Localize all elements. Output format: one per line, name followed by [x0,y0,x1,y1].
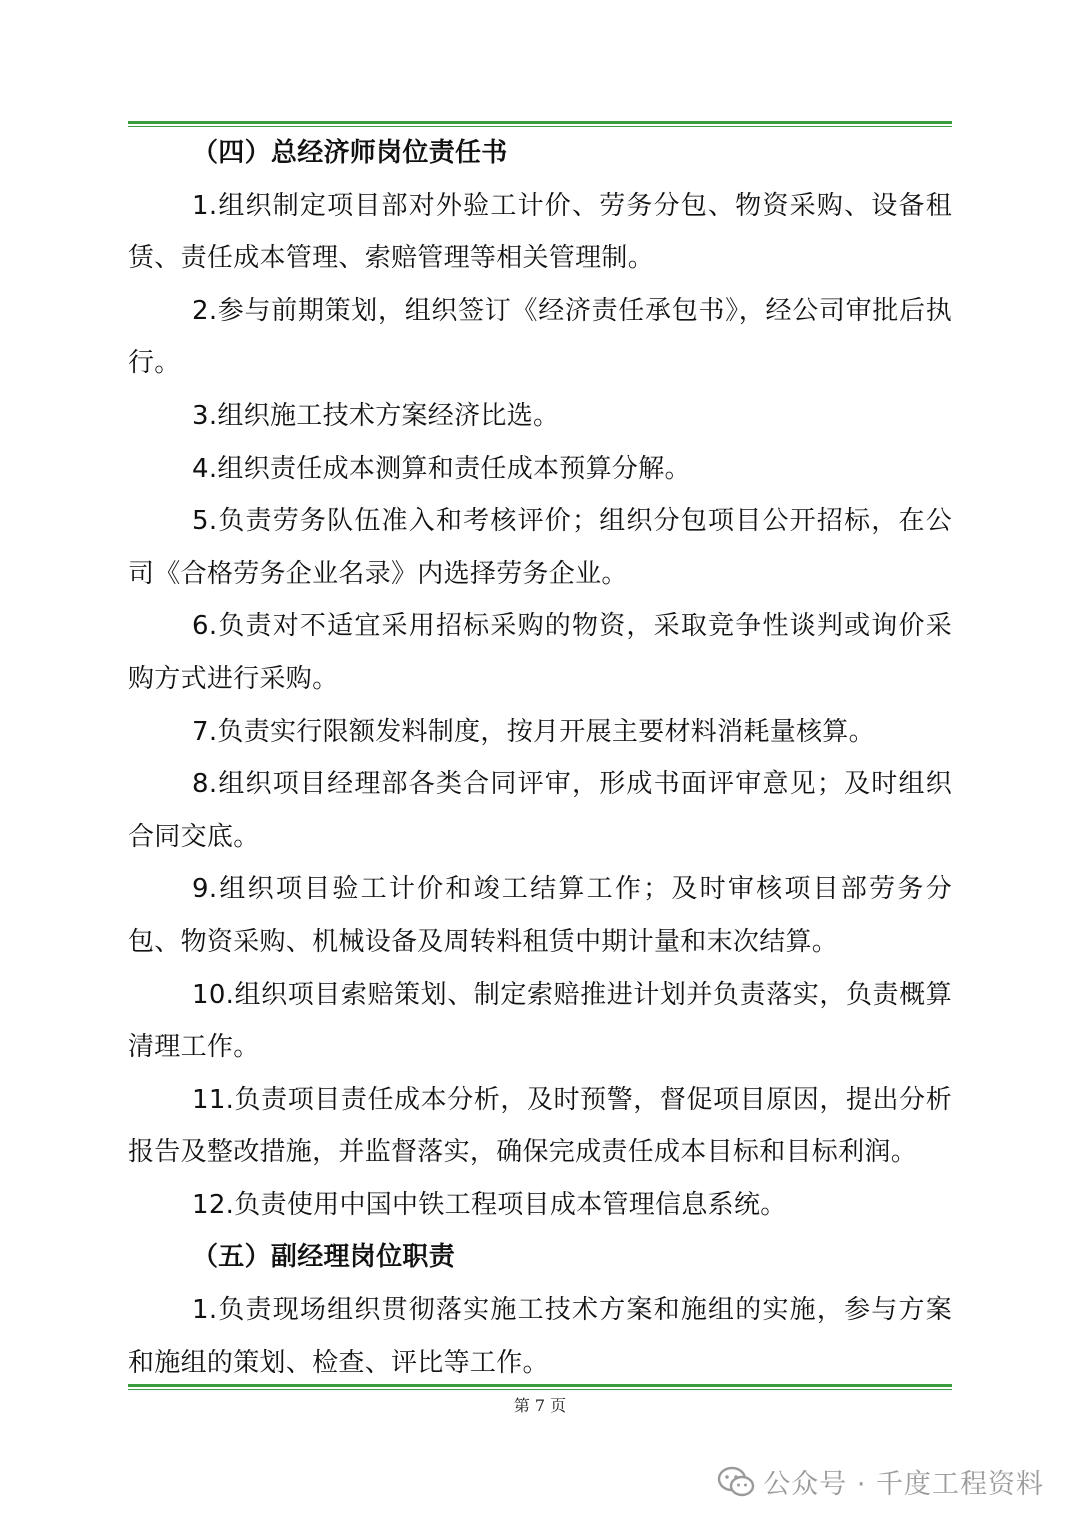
watermark [717,1462,1044,1501]
list-item: 3.组织施工技术方案经济比选。 [192,400,560,431]
section-heading: （四）总经济师岗位责任书 [192,138,508,168]
list-item: 5.负责劳务队伍准入和考核评价；组织分包项目公开招标，在公司《合格劳务企业名录》内选择劳务企业。 [128,506,952,589]
list-item: 8.组织项目经理部各类合同评审，形成书面评审意见；及时组织合同交底。 [128,769,952,852]
list-item: 1.组织制定项目部对外验工计价、劳务分包、物资采购、设备租赁、责任成本管理、索赔管理等相关管理制。 [128,190,952,274]
list-item: 1.负责现场组织贯彻落实施工技术方案和施组的实施，参与方案和施组的策划、检查、评比等工作。 [128,1295,952,1378]
list-item: 7.负责实行限额发料制度，按月开展主要材料消耗量核算。 [192,716,875,747]
list-item: 6.负责对不适宜采用招标采购的物资，采取竞争性谈判或询价采购方式进行采购。 [128,611,952,694]
list-item: 10.组织项目索赔策划、制定索赔推进计划并负责落实，负责概算清理工作。 [128,979,952,1063]
list-item: 2.参与前期策划，组织签订《经济责任承包书》，经公司审批后执行。 [128,295,952,379]
wechat-icon [717,1466,755,1498]
watermark-text: 公众号 · 千度工程资料 [763,1469,1044,1500]
list-item: 4.组织责任成本测算和责任成本预算分解。 [192,453,691,484]
page-number: 第 7 页 [513,1396,567,1415]
list-item: 9.组织项目验工计价和竣工结算工作；及时审核项目部劳务分包、物资采购、机械设备及周转料租赁中期计量和末次结算。 [128,874,952,957]
document-body [128,127,952,1389]
list-item: 12.负责使用中国中铁工程项目成本管理信息系统。 [192,1189,787,1220]
list-item: 11.负责项目责任成本分析，及时预警，督促项目原因，提出分析报告及整改措施，并监督落实，确保完成责任成本目标和目标利润。 [128,1084,952,1168]
section-heading: （五）副经理岗位职责 [192,1242,456,1273]
